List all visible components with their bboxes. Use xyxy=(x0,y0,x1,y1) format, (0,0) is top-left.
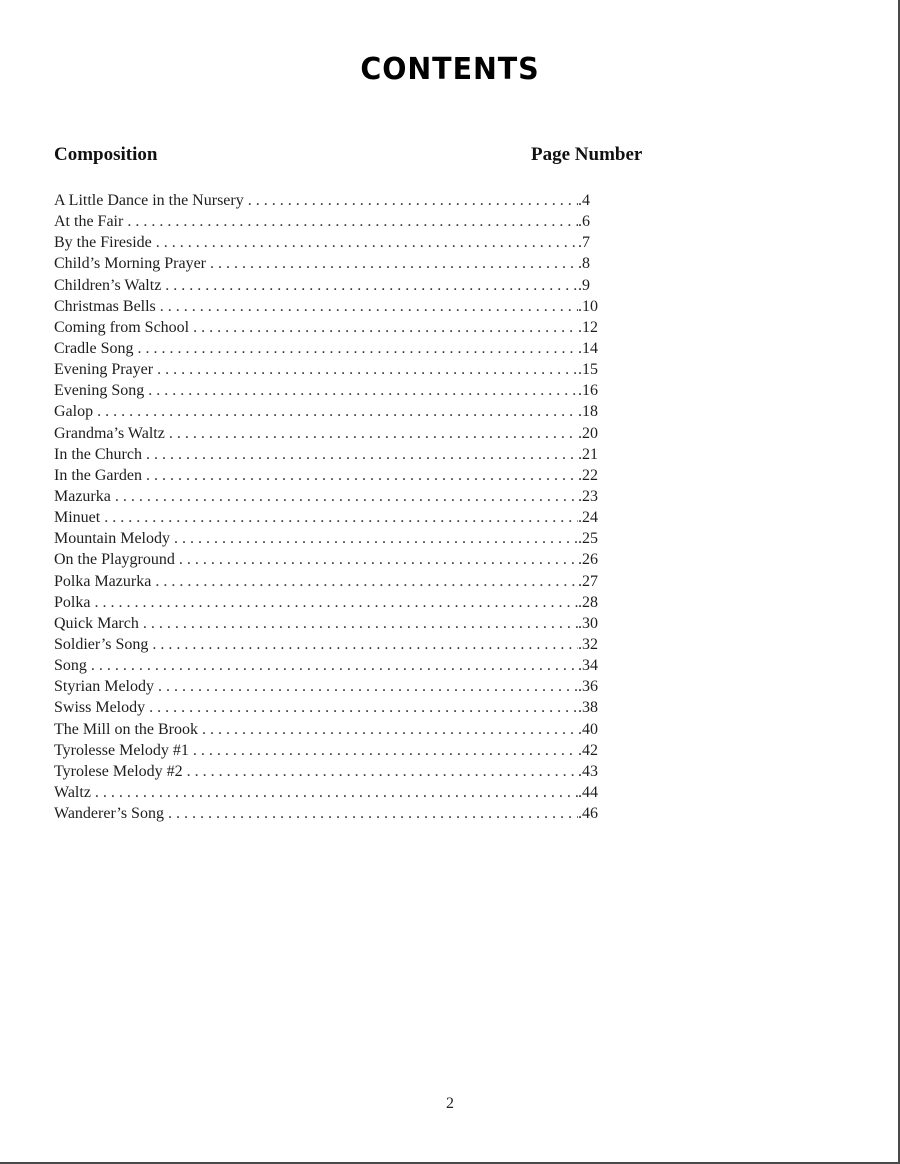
toc-entry[interactable] xyxy=(54,211,604,232)
toc-dot-leader xyxy=(143,613,578,634)
toc-entry-page: .25 xyxy=(578,530,598,548)
toc-entry-title: Swiss Melody xyxy=(54,699,146,717)
toc-entry-page: .7 xyxy=(578,234,590,252)
toc-entry-page: .20 xyxy=(578,424,598,442)
toc-entry-title: Coming from School xyxy=(54,318,190,336)
toc-dot-leader xyxy=(168,803,578,824)
toc-entry-page: .42 xyxy=(578,741,598,759)
toc-entry-title: Polka xyxy=(54,593,91,611)
toc-entry-title: In the Garden xyxy=(54,466,142,484)
toc-entry[interactable] xyxy=(54,338,604,359)
toc-entry-page: .28 xyxy=(578,593,598,611)
page-number-column-header: Page Number xyxy=(531,144,643,165)
toc-dot-leader xyxy=(104,507,578,528)
toc-entry[interactable] xyxy=(54,465,604,486)
toc-entry-page: .38 xyxy=(578,699,598,717)
toc-entry-page: .24 xyxy=(578,509,598,527)
toc-entry-page: .18 xyxy=(578,403,598,421)
toc-entry-title: Polka Mazurka xyxy=(54,572,152,590)
toc-entry-title: On the Playground xyxy=(54,551,175,569)
toc-entry[interactable] xyxy=(54,740,604,761)
toc-entry-title: Mountain Melody xyxy=(54,530,170,548)
toc-entry-title: Evening Song xyxy=(54,382,145,400)
toc-entry-title: Quick March xyxy=(54,614,139,632)
toc-entry[interactable] xyxy=(54,634,604,655)
toc-entry-title: Tyrolese Melody #2 xyxy=(54,762,183,780)
toc-dot-leader xyxy=(146,444,578,465)
toc-entry-page: .34 xyxy=(578,657,598,675)
toc-entry[interactable] xyxy=(54,232,604,253)
toc-dot-leader xyxy=(160,296,578,317)
toc-entry-page: .9 xyxy=(578,276,590,294)
toc-entry-page: .46 xyxy=(578,805,598,823)
toc-list xyxy=(54,190,604,824)
toc-entry-title: Song xyxy=(54,657,87,675)
toc-entry-page: .12 xyxy=(578,318,598,336)
toc-entry-title: Wanderer’s Song xyxy=(54,805,164,823)
toc-dot-leader xyxy=(248,190,578,211)
toc-entry-title: Christmas Bells xyxy=(54,297,156,315)
toc-dot-leader xyxy=(169,423,578,444)
toc-entry[interactable] xyxy=(54,571,604,592)
toc-entry[interactable] xyxy=(54,549,604,570)
toc-entry[interactable] xyxy=(54,676,604,697)
toc-entry-page: .27 xyxy=(578,572,598,590)
toc-entry-title: Soldier’s Song xyxy=(54,635,149,653)
toc-entry[interactable] xyxy=(54,803,604,824)
toc-entry-page: .16 xyxy=(578,382,598,400)
toc-entry-title: Child’s Morning Prayer xyxy=(54,255,206,273)
toc-entry-page: .36 xyxy=(578,678,598,696)
toc-dot-leader xyxy=(138,338,578,359)
toc-dot-leader xyxy=(95,782,578,803)
toc-entry-title: Mazurka xyxy=(54,487,111,505)
toc-entry-page: .14 xyxy=(578,339,598,357)
toc-entry[interactable] xyxy=(54,655,604,676)
toc-entry-page: .4 xyxy=(578,192,590,209)
toc-entry-page: .30 xyxy=(578,614,598,632)
toc-dot-leader xyxy=(94,592,578,613)
toc-entry-page: .40 xyxy=(578,720,598,738)
toc-entry-title: Tyrolesse Melody #1 xyxy=(54,741,189,759)
toc-dot-leader xyxy=(156,232,578,253)
toc-header xyxy=(54,144,654,168)
toc-dot-leader xyxy=(115,486,578,507)
page-title: CONTENTS xyxy=(360,52,540,87)
toc-entry[interactable] xyxy=(54,253,604,274)
toc-entry[interactable] xyxy=(54,190,604,211)
toc-entry[interactable] xyxy=(54,592,604,613)
toc-entry-page: .8 xyxy=(578,255,590,273)
toc-dot-leader xyxy=(148,380,578,401)
toc-entry[interactable] xyxy=(54,380,604,401)
toc-entry[interactable] xyxy=(54,296,604,317)
toc-entry[interactable] xyxy=(54,317,604,338)
toc-entry-title: Galop xyxy=(54,403,94,421)
toc-entry-title: Children’s Waltz xyxy=(54,276,162,294)
toc-entry[interactable] xyxy=(54,486,604,507)
toc-entry-page: .44 xyxy=(578,783,598,801)
toc-dot-leader xyxy=(210,253,578,274)
toc-entry-page: .10 xyxy=(578,297,598,315)
toc-dot-leader xyxy=(127,211,578,232)
toc-entry[interactable] xyxy=(54,401,604,422)
toc-entry-title: Cradle Song xyxy=(54,339,134,357)
toc-dot-leader xyxy=(155,571,578,592)
toc-dot-leader xyxy=(97,401,578,422)
toc-dot-leader xyxy=(179,549,578,570)
toc-entry[interactable] xyxy=(54,507,604,528)
toc-entry-title: At the Fair xyxy=(54,213,124,231)
footer-page-number: 2 xyxy=(446,1095,454,1112)
toc-entry[interactable] xyxy=(54,423,604,444)
composition-column-header: Composition xyxy=(54,144,158,165)
toc-dot-leader xyxy=(157,359,578,380)
toc-dot-leader xyxy=(174,528,578,549)
toc-entry-title: Styrian Melody xyxy=(54,678,154,696)
toc-dot-leader xyxy=(193,317,578,338)
toc-dot-leader xyxy=(187,761,578,782)
toc-entry-page: .32 xyxy=(578,635,598,653)
toc-entry[interactable] xyxy=(54,275,604,296)
toc-entry-page: .15 xyxy=(578,361,598,379)
toc-dot-leader xyxy=(91,655,578,676)
toc-entry-page: .26 xyxy=(578,551,598,569)
toc-entry-page: .43 xyxy=(578,762,598,780)
toc-entry-title: A Little Dance in the Nursery xyxy=(54,192,244,209)
toc-entry-title: The Mill on the Brook xyxy=(54,720,198,738)
toc-entry[interactable] xyxy=(54,613,604,634)
toc-dot-leader xyxy=(152,634,578,655)
toc-entry[interactable] xyxy=(54,719,604,740)
toc-entry[interactable] xyxy=(54,697,604,718)
toc-entry[interactable] xyxy=(54,528,604,549)
toc-entry[interactable] xyxy=(54,782,604,803)
toc-dot-leader xyxy=(202,719,578,740)
toc-entry-title: Grandma’s Waltz xyxy=(54,424,165,442)
toc-entry-title: Waltz xyxy=(54,783,91,801)
toc-entry-page: .6 xyxy=(578,213,590,231)
toc-dot-leader xyxy=(193,740,578,761)
toc-entry[interactable] xyxy=(54,761,604,782)
toc-entry[interactable] xyxy=(54,359,604,380)
toc-dot-leader xyxy=(158,676,578,697)
toc-entry-page: .22 xyxy=(578,466,598,484)
toc-entry-title: By the Fireside xyxy=(54,234,152,252)
toc-entry-page: .21 xyxy=(578,445,598,463)
toc-entry-title: Evening Prayer xyxy=(54,361,154,379)
toc-entry-title: Minuet xyxy=(54,509,101,527)
toc-dot-leader xyxy=(165,275,578,296)
toc-entry-page: .23 xyxy=(578,487,598,505)
toc-dot-leader xyxy=(149,697,578,718)
toc-entry[interactable] xyxy=(54,444,604,465)
toc-dot-leader xyxy=(146,465,578,486)
toc-entry-title: In the Church xyxy=(54,445,142,463)
